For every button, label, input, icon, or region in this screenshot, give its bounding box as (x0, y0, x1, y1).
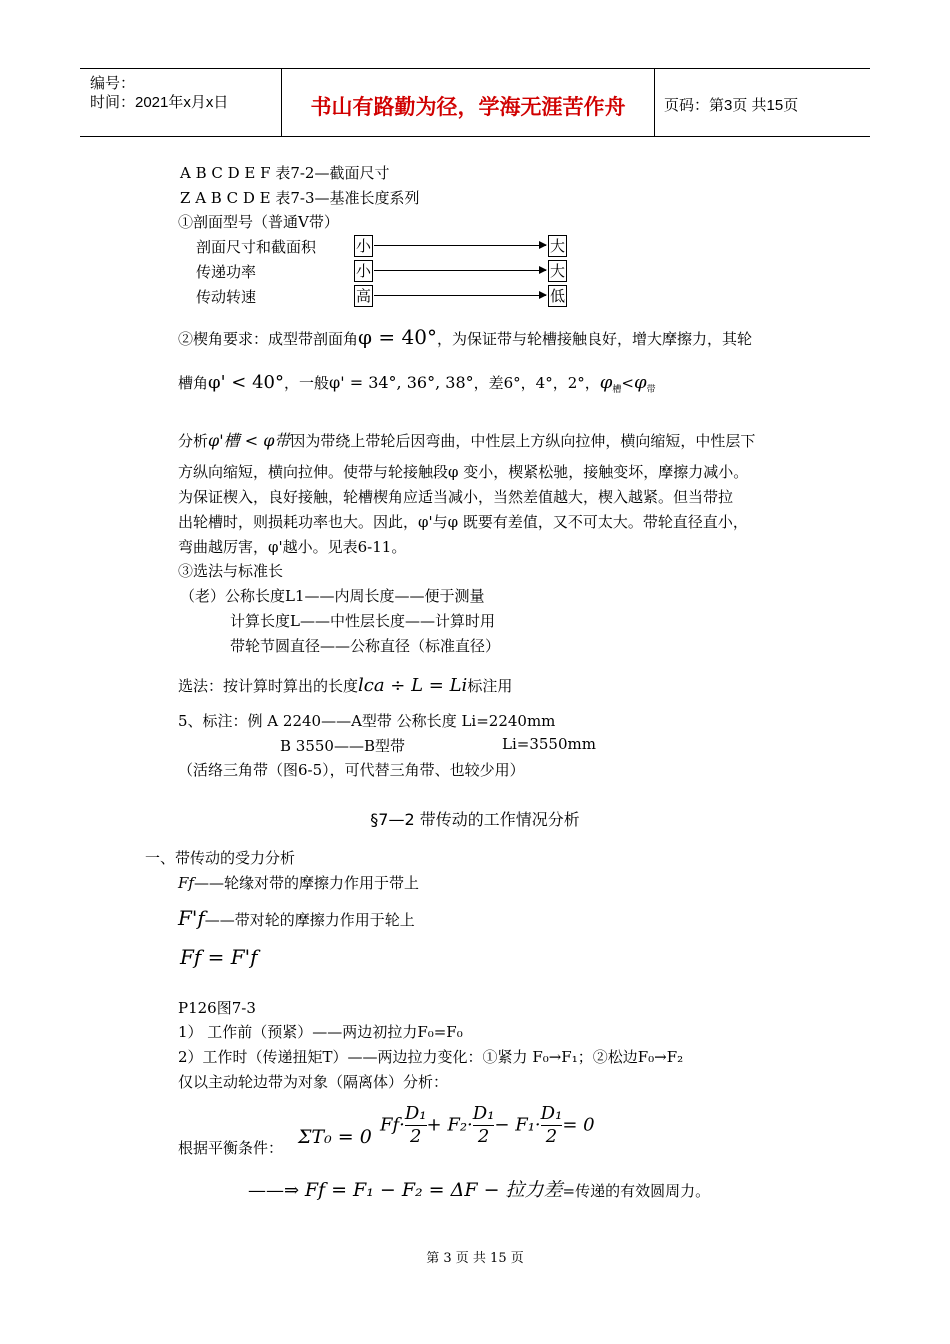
fraction (541, 1103, 563, 1148)
balance-eq-sum: ΣT₀ = 0 (298, 1126, 372, 1148)
row-label: 剖面尺寸和截面积 (196, 238, 317, 256)
groove-lt: < (621, 374, 634, 392)
analysis-text-a: 分析 (178, 432, 209, 450)
ff-symbol: Ff (178, 874, 194, 892)
wedge-equation: φ = 40° (358, 325, 437, 349)
wedge-text-a: ②楔角要求：成型带剖面角 (178, 330, 359, 348)
balance-term-4: = 0 (562, 1114, 595, 1136)
marking-line-2b: Li=3550mm (502, 735, 596, 753)
groove-text-a: 槽角 (178, 374, 209, 392)
item-3: 仅以主动轮边带为对象（隔离体）分析： (178, 1073, 449, 1091)
ff-line (178, 872, 419, 893)
figure-ref: P126图7-3 (178, 999, 256, 1017)
row-from-box: 小 (355, 237, 371, 255)
selection-equation: lca ÷ L = Li (358, 675, 468, 696)
item-2: 2）工作时（传递扭矩T）——两边拉力变化：①紧力 F₀→F₁；②松边F₀→F₂ (178, 1048, 684, 1066)
row-to-box: 大 (549, 237, 565, 255)
page-header (80, 68, 870, 137)
groove-line (178, 372, 656, 395)
header-divider (654, 69, 655, 136)
arrow-icon (374, 245, 546, 246)
paragraph-line: 弯曲越厉害，φ'越小。见表6-11。 (178, 538, 407, 556)
arrow-icon (374, 295, 546, 296)
selection-text-a: 选法：按计算时算出的长度 (178, 677, 359, 695)
fraction-num: D₁ (472, 1103, 495, 1124)
analysis-equation: φ'槽 < φ带 (208, 431, 291, 450)
groove-sub-1: 槽 (612, 385, 622, 395)
line-section-1: ①剖面型号（普通V带） (178, 213, 339, 231)
row-to-box: 大 (549, 262, 565, 280)
paragraph-line: 方纵向缩短，横向拉伸。使带与轮接触段φ 变小，楔紧松驰，接触变坏，摩擦力减小。 (178, 463, 749, 481)
line-table-7-3: Z A B C D E 表7-3—基准长度系列 (180, 189, 420, 207)
row-from-box: 高 (355, 287, 371, 305)
fraction-num: D₁ (404, 1103, 427, 1124)
marking-line-1: 5、标注：例 A 2240——A型带 公称长度 Li=2240mm (178, 712, 556, 730)
result-equation: Ff = F₁ − F₂ = ΔF − 拉力差 (304, 1179, 563, 1201)
item-1: 1） 工作前（预紧）——两边初拉力F₀=F₀ (178, 1023, 463, 1041)
header-divider (281, 69, 282, 136)
date-label: 时间：2021年x月x日 (90, 94, 229, 111)
ff-equation: Ff = F'f (180, 945, 258, 969)
analysis-line (178, 428, 755, 451)
marking-line-3: （活络三角带（图6-5），可代替三角带、也较少用） (178, 761, 525, 779)
old-line-1: （老）公称长度L1——内周长度——便于测量 (180, 587, 485, 605)
section-title: §7—2 带传动的工作情况分析 (370, 810, 580, 829)
paragraph-line: 为保证楔入，良好接触，轮槽楔角应适当减小，当然差值越大，楔入越紧。但当带拉 (178, 488, 734, 506)
balance-term-2: + F₂· (426, 1114, 473, 1136)
fraction-num: D₁ (540, 1103, 563, 1124)
selection-line (178, 675, 512, 696)
groove-eq-1: φ' < 40° (208, 372, 284, 393)
ff-text: ——轮缘对带的摩擦力作用于带上 (193, 874, 419, 892)
groove-sub-2: 带 (646, 385, 656, 395)
row-from-box: 小 (355, 262, 371, 280)
groove-eq-3: φ (599, 372, 613, 393)
result-line (248, 1175, 710, 1202)
wedge-line (178, 325, 752, 349)
old-line-3: 带轮节圆直径——公称直径（标准直径） (230, 637, 501, 655)
ffp-symbol: F'f (178, 906, 205, 930)
wedge-text-b: ，为保证带与轮槽接触良好，增大摩擦力，其轮 (436, 330, 752, 348)
balance-equation (380, 1103, 595, 1148)
balance-term-3: − F₁· (494, 1114, 541, 1136)
marking-line-2a: B 3550——B型带 (280, 737, 405, 755)
balance-label: 根据平衡条件： (178, 1139, 284, 1157)
fraction (405, 1103, 427, 1148)
code-label: 编号： (90, 75, 136, 92)
arrow-icon (374, 270, 546, 271)
groove-eq-4: φ (633, 372, 647, 393)
selection-text-b: 标注用 (467, 677, 513, 695)
page-info: 页码：第3页 共15页 (664, 97, 799, 114)
fraction-den: 2 (545, 1126, 558, 1147)
fraction (473, 1103, 495, 1148)
page-footer: 第 3 页 共 15 页 (426, 1251, 524, 1266)
force-heading: 一、带传动的受力分析 (145, 849, 296, 867)
analysis-text-b: 因为带绕上带轮后因弯曲，中性层上方纵向拉伸，横向缩短，中性层下 (290, 432, 756, 450)
groove-eq-2: φ' = 34°, 36°, 38° (329, 373, 474, 392)
result-arrow: ——⇒ (248, 1180, 300, 1201)
row-label: 传动转速 (196, 288, 257, 306)
fraction-den: 2 (477, 1126, 490, 1147)
header-motto: 书山有路勤为径，学海无涯苦作舟 (310, 95, 626, 119)
line-table-7-2: A B C D E F 表7-2—截面尺寸 (180, 164, 390, 182)
row-label: 传递功率 (196, 263, 257, 281)
fraction-den: 2 (409, 1126, 422, 1147)
old-line-2: 计算长度L——中性层长度——计算时用 (230, 612, 495, 630)
result-text: =传递的有效圆周力。 (562, 1182, 711, 1200)
ffp-text: ——带对轮的摩擦力作用于轮上 (204, 911, 415, 929)
ffp-line (178, 906, 415, 930)
groove-text-b: ，一般 (284, 374, 330, 392)
paragraph-line: 出轮槽时，则损耗功率也大。因此，φ'与φ 既要有差值，又不可太大。带轮直径直小， (178, 513, 748, 531)
row-to-box: 低 (549, 287, 565, 305)
balance-term-1: Ff· (380, 1114, 405, 1136)
groove-text-c: ，差6°，4°，2°， (473, 374, 600, 392)
line-section-3: ③选法与标准长 (178, 562, 284, 580)
